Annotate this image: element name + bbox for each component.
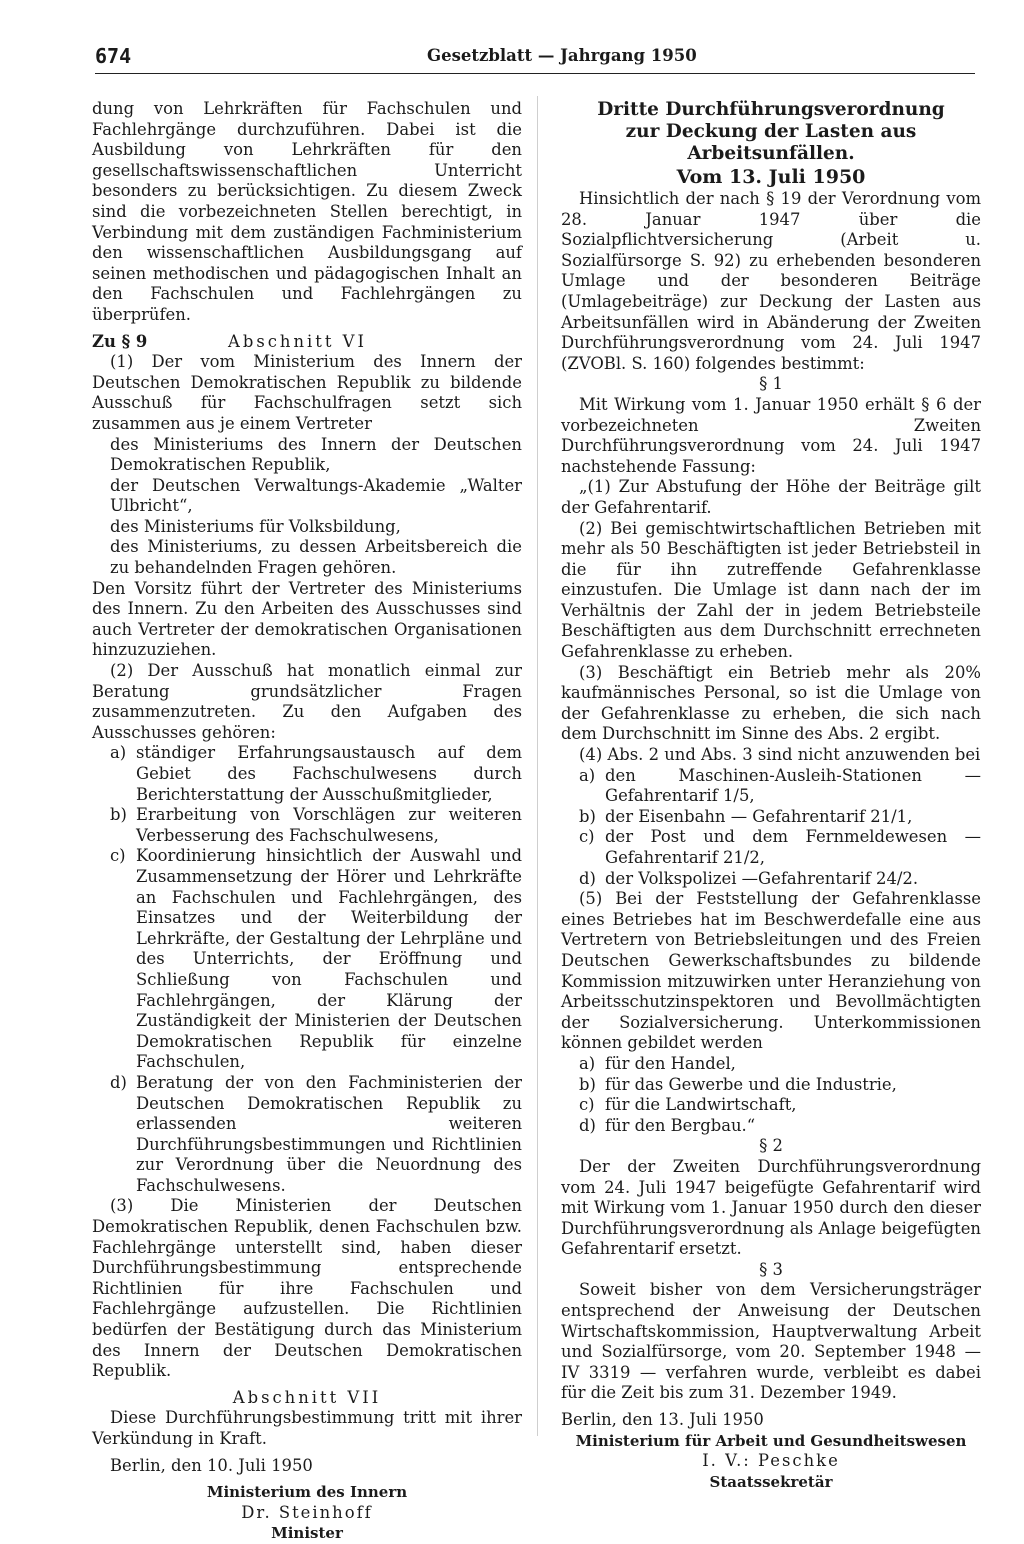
representative-4: des Ministeriums, zu dessen Arbeitsbereich die zu behandelnden Fragen gehören. — [110, 537, 522, 578]
section-1-heading: § 1 — [759, 374, 783, 394]
signatory-role: Minister — [271, 1524, 343, 1543]
section-1-text: Mit Wirkung vom 1. Januar 1950 erhält § 6 der vorbezeichneten Zweiten Durchführungsverordnung vom 24. Juli 1947 nachstehende Fassung: — [561, 394, 981, 476]
section-2-text: Der der Zweiten Durchführungsverordnung vom 24. Juli 1947 beigefügte Gefahrentarif wird mit Wirkung vom 1. Januar 1950 durch den dieser Durchführungsverordnung als Anlage beigefügten Gefahrentarif ersetzt. — [561, 1156, 981, 1259]
signing-date: Berlin, den 13. Juli 1950 — [561, 1410, 764, 1430]
quote-paragraph-5: (5) Bei der Feststellung der Gefahrenklasse eines Betriebes hat im Beschwerdefalle eine aus Vertretern von Betriebsleitungen und des Freien Deutschen Gewerkschaftsbundes zu bildende Kommission mitzuwirken unter Heranziehung von Arbeitsschutzinspektoren und Bevollmächtigten der Sozialversicherung. Unterkommissionen können gebildet werden — [561, 889, 981, 1053]
list-label: d) — [579, 868, 596, 888]
list-label: d) — [579, 1115, 596, 1135]
list-text: Beratung der von den Fachministerien der Deutschen Demokratischen Republik zu erlassenden weiteren Durchführungsbestimmungen und Richtlinien zur Verordnung über die Neuordnung des Fachschulwesens. — [136, 1072, 522, 1195]
list-item — [579, 1095, 981, 1116]
representative-3: des Ministeriums für Volksbildung, — [110, 516, 401, 536]
list-text: für das Gewerbe und die Industrie, — [605, 1074, 897, 1094]
decree-date: Vom 13. Juli 1950 — [676, 166, 866, 188]
signing-date: Berlin, den 10. Juli 1950 — [110, 1455, 313, 1475]
list-item — [579, 827, 981, 868]
list-item — [579, 1116, 981, 1137]
list-label: b) — [579, 1074, 596, 1094]
paragraph-1: (1) Der vom Ministerium des Innern der Deutschen Demokratischen Republik zu bildende Ausschuß für Fachschulfragen setzt sich zusammen aus je einem Vertreter — [92, 352, 522, 433]
left-column — [92, 99, 522, 1544]
signatory-name: Dr. Steinhoff — [241, 1502, 373, 1522]
paragraph-2: (2) Der Ausschuß hat monatlich einmal zur Beratung grundsätzlicher Fragen zusammenzutreten. Zu den Aufgaben des Ausschusses gehören: — [92, 661, 522, 742]
intro-paragraph: dung von Lehrkräften für Fachschulen und Fachlehrgänge durchzuführen. Dabei ist die Ausbildung von Lehrkräften für den gesellschaftswissenschaftlichen Unterricht besonders zu berücksichtigen. Zu diesem Zweck sind die vorbezeichneten Stellen berechtigt, in Verbindung mit dem zuständigen Fachministerium den wissenschaftlichen Ausbildungsgang auf seinen methodischen und pädagogischen Inhalt an den Fachschulen und Fachlehrgängen zu überprüfen. — [92, 99, 522, 324]
section-heading-vi — [92, 332, 522, 353]
list-text: den Maschinen-Ausleih-Stationen — Gefahrentarif 1/5, — [605, 765, 981, 806]
right-column — [561, 99, 981, 1492]
list-item — [110, 743, 522, 805]
zu-paragraph-9: Zu § 9 — [92, 331, 148, 351]
list-text: der Volkspolizei —Gefahrentarif 24/2. — [605, 868, 919, 888]
representative-1: des Ministeriums des Innern der Deutschen Demokratischen Republik, — [110, 434, 522, 475]
list-label: b) — [579, 806, 596, 826]
vorsitz-paragraph: Den Vorsitz führt der Vertreter des Ministeriums des Innern. Zu den Arbeiten des Ausschusses sind auch Vertreter der demokratischen Organisationen hinzuzuziehen. — [92, 578, 522, 660]
list-item — [579, 869, 981, 890]
list-item — [579, 807, 981, 828]
list-text: für den Bergbau.“ — [605, 1115, 756, 1135]
section-2-heading: § 2 — [759, 1136, 783, 1156]
list-text: der Eisenbahn — Gefahrentarif 21/1, — [605, 806, 913, 826]
list-item — [110, 846, 522, 1073]
quote-paragraph-2: (2) Bei gemischtwirtschaftlichen Betrieben mit mehr als 50 Beschäftigten ist jeder Betriebsteil in die für ihn zutreffende Gefahrenklasse einzustufen. Die Umlage ist dann nach der im Verhältnis der Zahl der in jedem Betriebsteile Beschäftigten aus dem Durchschnitt errechneten Gefahrenklasse zu erheben. — [561, 518, 981, 662]
quote-paragraph-1: „(1) Zur Abstufung der Höhe der Beiträge gilt der Gefahrentarif. — [561, 477, 981, 517]
list-text: für die Landwirtschaft, — [605, 1095, 797, 1115]
list-item — [110, 805, 522, 846]
list-text: Erarbeitung von Vorschlägen zur weiteren Verbesserung des Fachschulwesens, — [136, 805, 522, 845]
decree-title-line-2: zur Deckung der Lasten aus Arbeitsunfällen. — [625, 121, 917, 164]
signatory-role: Staatssekretär — [709, 1472, 833, 1491]
list-label: a) — [110, 743, 127, 763]
list-label: c) — [110, 846, 126, 866]
signatory-organization: Ministerium des Innern — [206, 1483, 408, 1502]
list-item — [579, 1054, 981, 1075]
list-item — [579, 766, 981, 807]
header-rule — [95, 73, 975, 74]
paragraph-3: (3) Die Ministerien der Deutschen Demokratischen Republik, denen Fachschulen bzw. Fachlehrgänge unterstellt sind, haben dieser Durchführungsbestimmung entsprechende Richtlinien für ihre Fachschulen und Fachlehrgänge aufzustellen. Die Richtlinien bedürfen der Bestätigung durch das Ministerium des Innern der Deutschen Demokratischen Republik. — [92, 1196, 522, 1381]
representative-2: der Deutschen Verwaltungs-Akademie „Walter Ulbricht“, — [110, 475, 522, 516]
decree-title-line-1: Dritte Durchführungsverordnung — [597, 99, 945, 120]
section-3-heading: § 3 — [759, 1259, 783, 1279]
section-3-text: Soweit bisher von dem Versicherungsträger entsprechend der Anweisung der Deutschen Wirtschaftskommission, Hauptverwaltung Arbeit und Sozialfürsorge, vom 20. September 1948 — IV 3319 — verfahren wurde, verbleibt es dabei für die Zeit bis zum 31. Dezember 1949. — [561, 1280, 981, 1403]
list-label: b) — [110, 805, 127, 825]
list-item — [110, 1073, 522, 1197]
list-text: Koordinierung hinsichtlich der Auswahl und Zusammensetzung der Hörer und Lehrkräfte an Fachschulen und Fachlehrgängen, des Einsatzes und der Weiterbildung der Lehrkräfte, der Gestaltung der Lehrpläne und des Unterrichts, der Eröffnung und Schließung von Fachschulen und Fachlehrgängen, der Klärung der Zuständigkeit der Ministerien der Deutschen Demokratischen Republik für einzelne Fachschulen, — [136, 846, 522, 1072]
signatory-organization: Ministerium für Arbeit und Gesundheitswesen — [575, 1431, 967, 1450]
page-number: 674 — [95, 44, 132, 68]
list-label: c) — [579, 1095, 595, 1115]
running-title: Gesetzblatt — Jahrgang 1950 — [427, 46, 697, 65]
abschnitt-vii: Abschnitt VII — [232, 1387, 382, 1407]
column-divider — [537, 96, 538, 1436]
inkraft-paragraph: Diese Durchführungsbestimmung tritt mit ihrer Verkündung in Kraft. — [92, 1408, 522, 1448]
preamble: Hinsichtlich der nach § 19 der Verordnung vom 28. Januar 1947 über die Sozialpflichtversicherung (Arbeit u. Sozialfürsorge S. 92) zu erhebenden besonderen Umlage und der besonderen Beiträge (Umlagebeiträge) zur Deckung der Lasten aus Arbeitsunfällen wird in Abänderung der Zweiten Durchführungsverordnung vom 24. Juli 1947 (ZVOBl. S. 160) folgendes bestimmt: — [561, 189, 981, 373]
quote-paragraph-4: (4) Abs. 2 und Abs. 3 sind nicht anzuwenden bei — [579, 745, 981, 765]
list-text: ständiger Erfahrungsaustausch auf dem Gebiet des Fachschulwesens durch Berichterstattung der Ausschußmitglieder, — [136, 743, 522, 804]
list-label: a) — [579, 1053, 596, 1073]
list-text: für den Handel, — [605, 1053, 736, 1073]
list-label: a) — [579, 765, 596, 785]
page-header — [95, 44, 975, 72]
abschnitt-vi: Abschnitt VI — [228, 331, 367, 351]
list-label: c) — [579, 827, 595, 847]
list-item — [579, 1075, 981, 1096]
list-text: der Post und dem Fernmeldewesen — Gefahrentarif 21/2, — [605, 827, 981, 867]
list-label: d) — [110, 1072, 127, 1092]
signatory-name: I. V.: Peschke — [702, 1451, 840, 1471]
quote-paragraph-3: (3) Beschäftigt ein Betrieb mehr als 20% kaufmännisches Personal, so ist die Umlage von der Gefahrenklasse zu erheben, die sich nach dem Durchschnitt im Sinne des Abs. 2 ergibt. — [561, 662, 981, 744]
